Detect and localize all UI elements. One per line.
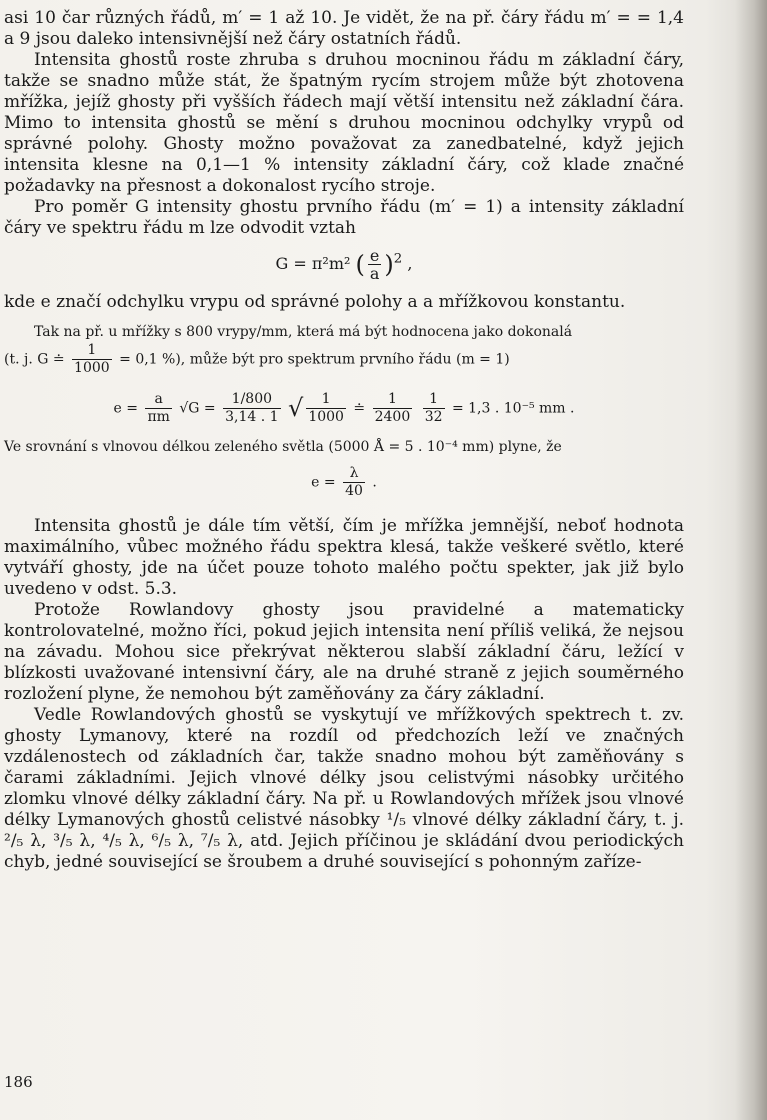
eq2-f4-num: 1 bbox=[387, 391, 397, 407]
small-text-1b bbox=[4, 342, 684, 377]
s1-fraction bbox=[72, 342, 112, 377]
eq2-lhs: e = bbox=[113, 400, 138, 417]
s1-frac-num: 1 bbox=[87, 342, 97, 358]
page-edge-shadow bbox=[735, 0, 767, 1120]
eq1-den: a bbox=[369, 264, 380, 283]
eq2-frac3 bbox=[306, 391, 346, 426]
eq1-fraction bbox=[368, 247, 382, 282]
equation-lambda bbox=[4, 465, 684, 500]
paragraph-1: asi 10 čar různých řádů, m′ = 1 až 10. Je vidět, že na př. čáry řádu m′ = = 1,4 a 9 jsou daleko intensivnější než čáry ostatních řádů. bbox=[4, 8, 684, 49]
eq2-frac4 bbox=[373, 391, 413, 426]
paragraph-4: kde e značí odchylku vrypu od správné polohy a a mřížkovou konstantu. bbox=[4, 292, 626, 312]
eq3-den: 40 bbox=[345, 483, 363, 499]
eq2-result: = 1,3 . 10⁻⁵ mm . bbox=[451, 400, 575, 417]
eq2-f5-den: 32 bbox=[424, 409, 443, 425]
eq2-frac1 bbox=[145, 391, 171, 426]
paragraph-5: Intensita ghostů je dále tím větší, čím je mřížka jemnější, neboť hodnota maximálního, vůbec možného řádu spektra klesá, takže veškeré světlo, které vytváří ghosty, jde na účet pouze tohoto malého počtu spekter, jak již bylo uvedeno v odst. 5.3. bbox=[4, 516, 684, 599]
eq2-f5-num: 1 bbox=[429, 391, 439, 407]
s1-part1: (t. j. G ≐ bbox=[4, 351, 65, 368]
text-body bbox=[4, 8, 684, 873]
s1-frac-den: 1000 bbox=[74, 360, 110, 376]
eq2-sqrt: √ bbox=[288, 394, 304, 422]
paragraph-2: Intensita ghostů roste zhruba s druhou mocninou řádu m základní čáry, takže se snadno může stát, že špatným rycím strojem může být zhotovena mřížka, jejíž ghosty při vyšších řádech mají větší intensitu než základní čára. Mimo to intensita ghostů se mění s druhou mocninou odchylky vrypů od správné polohy. Ghosty možno považovat za zanedbatelné, když jejich intensita klesne na 0,1—1 % intensity základní čáry, což klade značné požadavky na přesnost a dokonalost rycího stroje. bbox=[4, 50, 684, 196]
small-text-2: Ve srovnání s vlnovou délkou zeleného světla (5000 Å = 5 . 10⁻⁴ mm) plyne, že bbox=[4, 439, 562, 455]
eq3-tail: . bbox=[372, 474, 377, 491]
eq1-paren-close: ) bbox=[384, 250, 394, 279]
eq2-approx: ≐ bbox=[353, 400, 366, 417]
paragraph-3: Pro poměr G intensity ghostu prvního řádu (m′ = 1) a intensity základní čáry ve spektru řádu m lze odvodit vztah bbox=[4, 197, 684, 238]
eq1-paren-open: ( bbox=[355, 250, 365, 279]
eq1-lhs: G = π²m² bbox=[275, 254, 351, 273]
eq2-f4-den: 2400 bbox=[374, 409, 411, 425]
eq2-f1-num: a bbox=[154, 391, 163, 407]
eq2-f2-num: 1/800 bbox=[231, 391, 273, 407]
small-text-1: Tak na př. u mřížky s 800 vrypy/mm, která má být hodnocena jako dokonalá bbox=[34, 324, 573, 340]
paragraph-7: Vedle Rowlandových ghostů se vyskytují ve mřížkových spektrech t. zv. ghosty Lymanovy, které na rozdíl od předchozích leží ve značných vzdálenostech od základních čar, takže snadno mohou být zaměňovány s čarami základními. Jejich vlnové délky jsou celistvými násobky určitého zlomku vlnové délky základní čáry. Na př. u Rowlandových mřížek jsou vlnové délky Lymanových ghostů celistvé násobky ¹/₅ vlnové délky základní čáry, t. j. ²/₅ λ, ³/₅ λ, ⁴/₅ λ, ⁶/₅ λ, ⁷/₅ λ, atd. Jejich příčinou je skládání dvou periodických chyb, jedné související se šroubem a druhé související s pohonným zaříze- bbox=[4, 705, 684, 872]
eq2-frac2 bbox=[223, 391, 280, 426]
equation-deviation bbox=[4, 391, 684, 426]
equation-ghost-ratio bbox=[4, 247, 684, 282]
eq1-num: e bbox=[369, 246, 380, 265]
s1-part2: = 0,1 %), může být pro spektrum prvního řádu (m = 1) bbox=[119, 351, 510, 368]
eq2-frac5 bbox=[423, 391, 445, 426]
eq2-f2-den: 3,14 . 1 bbox=[225, 409, 279, 425]
eq3-num: λ bbox=[349, 465, 359, 481]
eq1-tail: , bbox=[407, 254, 413, 273]
eq3-fraction bbox=[343, 465, 365, 500]
eq3-lhs: e = bbox=[311, 474, 336, 491]
eq2-f1-den: πm bbox=[147, 409, 170, 425]
eq1-exponent: 2 bbox=[393, 251, 403, 267]
paragraph-6: Protože Rowlandovy ghosty jsou pravidelné a matematicky kontrolovatelné, možno říci, pokud jejich intensita není příliš veliká, že nejsou na závadu. Mohou sice překrývat některou slabší základní čáru, ležící v blízkosti uvažované intensivní čáry, ale na druhé straně z jejich souměrného rozložení plyne, že nemohou být zaměňovány za čáry základní. bbox=[4, 600, 684, 704]
eq2-sqrtG: √G = bbox=[179, 400, 216, 417]
page-number: 186 bbox=[4, 1073, 33, 1091]
eq2-f3-den: 1000 bbox=[308, 409, 344, 425]
eq2-f3-num: 1 bbox=[321, 391, 331, 407]
